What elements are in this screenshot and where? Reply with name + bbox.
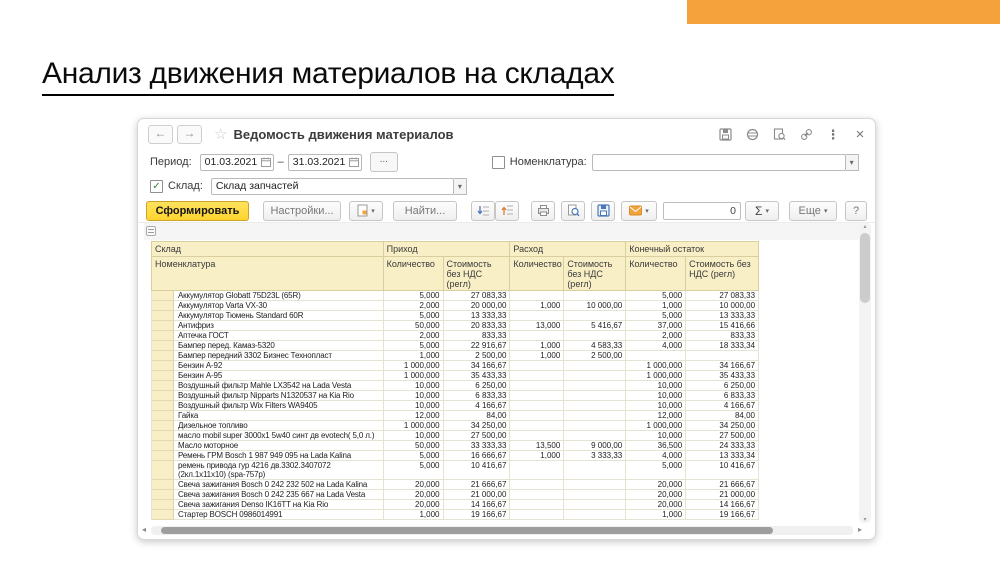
- value-cell: 34 166,67: [444, 361, 511, 371]
- nomenclature-cell: Бампер перед. Камаз-5320: [174, 341, 384, 351]
- send-button[interactable]: [621, 201, 657, 221]
- value-cell: 10,000: [384, 401, 444, 411]
- preview-icon[interactable]: [772, 127, 786, 141]
- nomenclature-cell: Свеча зажигания Bosch 0 242 235 667 на Lada Vesta: [174, 490, 384, 500]
- chevron-down-icon: ▾: [371, 207, 375, 215]
- value-cell: [564, 381, 626, 391]
- group-indent-cell: [152, 401, 174, 411]
- group-indent-cell: [152, 291, 174, 301]
- value-cell: [510, 490, 564, 500]
- value-cell: 833,33: [444, 331, 511, 341]
- value-cell: [564, 480, 626, 490]
- value-cell: [510, 291, 564, 301]
- period-filter-row: [138, 151, 875, 173]
- value-cell: 1,000: [510, 451, 564, 461]
- value-cell: 12,000: [626, 411, 686, 421]
- more-actions-label: Еще: [798, 204, 821, 217]
- nomenclature-cell: Аккумулятор Globatt 75D23L (65R): [174, 291, 384, 301]
- value-cell: 1 000,000: [626, 421, 686, 431]
- scroll-up-icon[interactable]: ▴: [863, 224, 867, 230]
- expand-groups-button[interactable]: [495, 201, 519, 221]
- value-cell: 6 833,33: [686, 391, 759, 401]
- scroll-down-icon[interactable]: ▾: [863, 517, 867, 523]
- table-row[interactable]: [152, 480, 759, 490]
- grid-header: [151, 241, 759, 291]
- nomenclature-cell: Гайка: [174, 411, 384, 421]
- nomenclature-cell: Антифриз: [174, 321, 384, 331]
- value-cell: 833,33: [686, 331, 759, 341]
- print-button[interactable]: [531, 201, 555, 221]
- value-cell: 2,000: [384, 331, 444, 341]
- favorite-star-icon[interactable]: ☆: [214, 126, 228, 143]
- value-cell: 4 166,67: [444, 401, 511, 411]
- table-row[interactable]: [152, 441, 759, 451]
- value-cell: [510, 331, 564, 341]
- group-indent-cell: [152, 311, 174, 321]
- value-cell: 14 166,67: [686, 500, 759, 510]
- value-cell: 10,000: [626, 431, 686, 441]
- group-indent-cell: [152, 421, 174, 431]
- table-row[interactable]: [152, 451, 759, 461]
- value-cell: [510, 411, 564, 421]
- value-cell: 10 000,00: [686, 301, 759, 311]
- value-cell: 6 833,33: [444, 391, 511, 401]
- nomenclature-checkbox[interactable]: [492, 156, 505, 169]
- value-cell: 21 000,00: [444, 490, 511, 500]
- value-cell: 84,00: [444, 411, 511, 421]
- settings-button[interactable]: Настройки...: [263, 201, 341, 221]
- header-warehouse: Склад: [152, 242, 384, 257]
- table-row[interactable]: [152, 421, 759, 431]
- nomenclature-cell: Воздушный фильтр Wix Filters WA9405: [174, 401, 384, 411]
- group-indent-cell: [152, 371, 174, 381]
- value-cell: [564, 401, 626, 411]
- value-cell: 5,000: [384, 311, 444, 321]
- value-cell: 5,000: [384, 451, 444, 461]
- value-cell: [564, 431, 626, 441]
- value-cell: 20,000: [384, 490, 444, 500]
- value-cell: [564, 411, 626, 421]
- value-cell: 13 333,33: [686, 311, 759, 321]
- table-row[interactable]: [152, 311, 759, 321]
- value-cell: 13,000: [510, 321, 564, 331]
- table-row[interactable]: [152, 391, 759, 401]
- value-cell: 13 333,34: [686, 451, 759, 461]
- warehouse-input[interactable]: [211, 178, 454, 195]
- table-row[interactable]: [152, 500, 759, 510]
- nomenclature-cell: Аптечка ГОСТ: [174, 331, 384, 341]
- value-cell: 10,000: [626, 391, 686, 401]
- save-result-button[interactable]: [591, 201, 615, 221]
- nomenclature-dropdown-button[interactable]: ▾: [846, 154, 859, 171]
- group-indent-cell: [152, 411, 174, 421]
- value-cell: [510, 421, 564, 431]
- period-from-value: 01.03.2021: [204, 156, 258, 168]
- group-indent-cell: [152, 391, 174, 401]
- value-cell: 4,000: [626, 341, 686, 351]
- value-cell: 5,000: [384, 341, 444, 351]
- expand-groups-icon: [501, 204, 514, 217]
- help-button[interactable]: ?: [845, 201, 867, 221]
- table-row[interactable]: [152, 291, 759, 301]
- value-cell: 27 500,00: [686, 431, 759, 441]
- table-body: [151, 291, 759, 520]
- floppy-icon: [597, 204, 610, 217]
- value-cell: 5,000: [626, 461, 686, 480]
- window-title: Ведомость движения материалов: [233, 126, 454, 142]
- group-indent-cell: [152, 321, 174, 331]
- group-indent-cell: [152, 480, 174, 490]
- link-icon[interactable]: [799, 127, 813, 141]
- value-cell: 1 000,000: [626, 361, 686, 371]
- value-cell: 1,000: [384, 510, 444, 520]
- table-row[interactable]: [152, 331, 759, 341]
- value-cell: 27 083,33: [444, 291, 511, 301]
- header-expense-cost: Стоимость без НДС (регл): [564, 257, 626, 291]
- value-cell: 10 416,67: [686, 461, 759, 480]
- value-cell: [564, 510, 626, 520]
- chevron-down-icon: ▾: [823, 207, 828, 215]
- value-cell: 4,000: [626, 451, 686, 461]
- period-to-field[interactable]: [288, 154, 362, 171]
- find-button[interactable]: Найти...: [393, 201, 457, 221]
- nomenclature-cell: Воздушный фильтр Nipparts N1320537 на Kia Rio: [174, 391, 384, 401]
- scroll-right-icon[interactable]: ▸: [857, 525, 862, 534]
- calendar-icon[interactable]: [349, 157, 359, 167]
- report-toolbar: [138, 199, 875, 223]
- value-cell: 20 000,00: [444, 301, 511, 311]
- close-icon[interactable]: ×: [855, 125, 865, 143]
- printer-icon: [537, 204, 550, 217]
- value-cell: 5,000: [626, 311, 686, 321]
- value-cell: 1 000,000: [626, 371, 686, 381]
- header-income-cost: Стоимость без НДС (регл): [444, 257, 511, 291]
- value-cell: 34 250,00: [444, 421, 511, 431]
- value-cell: 20,000: [384, 500, 444, 510]
- nomenclature-cell: Бампер передний 3302 Бизнес Технопласт: [174, 351, 384, 361]
- report-grid: [151, 241, 759, 520]
- header-end-cost: Стоимость без НДС (регл): [686, 257, 759, 291]
- group-indent-cell: [152, 490, 174, 500]
- value-cell: 1,000: [510, 341, 564, 351]
- grid-top-strip: [144, 223, 869, 240]
- nomenclature-cell: Стартер BOSCH 0986014991: [174, 510, 384, 520]
- period-label: Период:: [150, 156, 192, 168]
- value-cell: 10 416,67: [444, 461, 511, 480]
- value-cell: [564, 371, 626, 381]
- value-cell: 20,000: [384, 480, 444, 490]
- value-cell: 35 433,33: [444, 371, 511, 381]
- value-cell: [564, 461, 626, 480]
- warehouse-label: Склад:: [168, 180, 203, 192]
- value-cell: [564, 500, 626, 510]
- counter-field[interactable]: 0: [663, 202, 741, 220]
- table-row[interactable]: [152, 371, 759, 381]
- value-cell: 1,000: [510, 301, 564, 311]
- value-cell: 27 083,33: [686, 291, 759, 301]
- scroll-left-icon[interactable]: ◂: [142, 525, 147, 534]
- send-icon: [629, 205, 642, 216]
- period-from-field[interactable]: [200, 154, 274, 171]
- group-indent-cell: [152, 331, 174, 341]
- value-cell: 13,500: [510, 441, 564, 451]
- value-cell: 2,000: [384, 301, 444, 311]
- value-cell: 34 166,67: [686, 361, 759, 371]
- value-cell: 10,000: [384, 381, 444, 391]
- value-cell: 2 500,00: [444, 351, 511, 361]
- nomenclature-cell: Дизельное топливо: [174, 421, 384, 431]
- nomenclature-cell: Аккумулятор Тюмень Standard 60R: [174, 311, 384, 321]
- value-cell: 1,000: [626, 510, 686, 520]
- nomenclature-cell: Свеча зажигания Bosch 0 242 232 502 на Lada Kalina: [174, 480, 384, 490]
- value-cell: 5,000: [384, 291, 444, 301]
- value-cell: 15 416,66: [686, 321, 759, 331]
- period-to-value: 31.03.2021: [292, 156, 346, 168]
- value-cell: 1,000: [510, 351, 564, 361]
- group-indent-cell: [152, 451, 174, 461]
- table-row[interactable]: [152, 341, 759, 351]
- header-expense-group: Расход: [510, 242, 626, 257]
- slide-title: Анализ движения материалов на складах: [42, 57, 614, 96]
- nomenclature-cell: Масло моторное: [174, 441, 384, 451]
- nomenclature-cell: Свеча зажигания Denso IK16TT на Kia Rio: [174, 500, 384, 510]
- sum-button[interactable]: [745, 201, 779, 221]
- header-nomenclature: Номенклатура: [152, 257, 384, 291]
- value-cell: [510, 510, 564, 520]
- value-cell: 34 250,00: [686, 421, 759, 431]
- print-icon[interactable]: [745, 127, 759, 141]
- group-indent-cell: [152, 351, 174, 361]
- header-income-qty: Количество: [384, 257, 444, 291]
- nomenclature-cell: масло mobil super 3000x1 5w40 синт дв evotech( 5,0 л.): [174, 431, 384, 441]
- value-cell: 1,000: [626, 301, 686, 311]
- value-cell: [510, 431, 564, 441]
- value-cell: 21 000,00: [686, 490, 759, 500]
- period-dash: –: [277, 156, 284, 168]
- value-cell: 20,000: [626, 480, 686, 490]
- value-cell: [564, 311, 626, 321]
- value-cell: 27 500,00: [444, 431, 511, 441]
- back-button[interactable]: ←: [148, 125, 173, 144]
- value-cell: 5,000: [626, 291, 686, 301]
- value-cell: 6 250,00: [686, 381, 759, 391]
- value-cell: [564, 391, 626, 401]
- vertical-scrollbar[interactable]: [859, 223, 871, 523]
- report-variants-button[interactable]: [349, 201, 383, 221]
- report-window: [137, 118, 876, 540]
- table-row[interactable]: [152, 351, 759, 361]
- value-cell: [510, 480, 564, 490]
- value-cell: 5,000: [384, 461, 444, 480]
- collapse-rows-button[interactable]: [146, 226, 156, 236]
- header-income-group: Приход: [384, 242, 511, 257]
- value-cell: [510, 381, 564, 391]
- value-cell: 50,000: [384, 321, 444, 331]
- value-cell: 21 666,67: [686, 480, 759, 490]
- value-cell: 14 166,67: [444, 500, 511, 510]
- value-cell: [510, 311, 564, 321]
- value-cell: [686, 351, 759, 361]
- generate-button[interactable]: Сформировать: [146, 201, 249, 221]
- value-cell: [510, 391, 564, 401]
- nomenclature-cell: Бензин А-92: [174, 361, 384, 371]
- value-cell: 1 000,000: [384, 371, 444, 381]
- value-cell: 3 333,33: [564, 451, 626, 461]
- table-row[interactable]: [152, 411, 759, 421]
- value-cell: 18 333,34: [686, 341, 759, 351]
- value-cell: 84,00: [686, 411, 759, 421]
- value-cell: 21 666,67: [444, 480, 511, 490]
- value-cell: 37,000: [626, 321, 686, 331]
- header-end-qty: Количество: [626, 257, 686, 291]
- value-cell: 16 666,67: [444, 451, 511, 461]
- calendar-icon[interactable]: [261, 157, 271, 167]
- value-cell: 10,000: [626, 401, 686, 411]
- more-icon[interactable]: ⋮: [826, 126, 840, 142]
- value-cell: [564, 361, 626, 371]
- value-cell: 20 833,33: [444, 321, 511, 331]
- header-ending-balance-group: Конечный остаток: [626, 242, 759, 257]
- chevron-down-icon: ▾: [645, 207, 649, 215]
- group-indent-cell: [152, 441, 174, 451]
- window-titlebar: [138, 119, 875, 149]
- nomenclature-cell: Аккумулятор Varta VX-30: [174, 301, 384, 311]
- group-indent-cell: [152, 461, 174, 480]
- value-cell: 10,000: [384, 391, 444, 401]
- report-variant-icon: [357, 204, 368, 217]
- table-row[interactable]: [152, 401, 759, 411]
- value-cell: 12,000: [384, 411, 444, 421]
- group-indent-cell: [152, 361, 174, 371]
- group-indent-cell: [152, 381, 174, 391]
- nomenclature-cell: Бензин А-95: [174, 371, 384, 381]
- forward-button[interactable]: →: [177, 125, 202, 144]
- value-cell: [510, 361, 564, 371]
- value-cell: 24 333,33: [686, 441, 759, 451]
- table-row[interactable]: [152, 431, 759, 441]
- collapse-groups-button[interactable]: [471, 201, 495, 221]
- value-cell: [510, 371, 564, 381]
- horizontal-scrollbar-thumb[interactable]: [161, 527, 773, 534]
- table-row[interactable]: [152, 490, 759, 500]
- sigma-icon: Σ: [755, 203, 763, 218]
- table-row[interactable]: [152, 510, 759, 520]
- preview-button[interactable]: [561, 201, 585, 221]
- chevron-down-icon: ▾: [765, 207, 769, 215]
- collapse-groups-icon: [477, 204, 490, 217]
- magnifier-icon: [567, 204, 580, 217]
- group-indent-cell: [152, 341, 174, 351]
- value-cell: 10,000: [626, 381, 686, 391]
- accent-bar: [687, 0, 1000, 24]
- value-cell: 35 433,33: [686, 371, 759, 381]
- save-icon[interactable]: [718, 127, 732, 141]
- value-cell: [510, 461, 564, 480]
- table-row[interactable]: [152, 321, 759, 331]
- warehouse-value: Склад запчастей: [215, 180, 299, 192]
- value-cell: [510, 500, 564, 510]
- group-indent-cell: [152, 510, 174, 520]
- value-cell: 10 000,00: [564, 301, 626, 311]
- value-cell: 19 166,67: [686, 510, 759, 520]
- value-cell: 22 916,67: [444, 341, 511, 351]
- group-indent-cell: [152, 301, 174, 311]
- group-indent-cell: [152, 431, 174, 441]
- value-cell: 1 000,000: [384, 421, 444, 431]
- value-cell: 33 333,33: [444, 441, 511, 451]
- horizontal-scrollbar[interactable]: [142, 525, 862, 535]
- value-cell: 2,000: [626, 331, 686, 341]
- value-cell: 20,000: [626, 500, 686, 510]
- nomenclature-label: Номенклатура:: [509, 156, 587, 168]
- warehouse-filter-row: [138, 175, 875, 197]
- value-cell: 4 166,67: [686, 401, 759, 411]
- more-actions-button[interactable]: [789, 201, 837, 221]
- value-cell: [626, 351, 686, 361]
- value-cell: 1,000: [384, 351, 444, 361]
- value-cell: 6 250,00: [444, 381, 511, 391]
- value-cell: [564, 490, 626, 500]
- warehouse-checkbox[interactable]: ✓: [150, 180, 163, 193]
- value-cell: 1 000,000: [384, 361, 444, 371]
- value-cell: 20,000: [626, 490, 686, 500]
- nomenclature-input[interactable]: [592, 154, 846, 171]
- table-row[interactable]: [152, 301, 759, 311]
- value-cell: [564, 421, 626, 431]
- value-cell: 10,000: [384, 431, 444, 441]
- table-row[interactable]: [152, 361, 759, 371]
- value-cell: [564, 331, 626, 341]
- value-cell: [510, 401, 564, 411]
- warehouse-dropdown-button[interactable]: ▾: [454, 178, 467, 195]
- value-cell: 2 500,00: [564, 351, 626, 361]
- value-cell: 4 583,33: [564, 341, 626, 351]
- header-expense-qty: Количество: [510, 257, 564, 291]
- value-cell: 19 166,67: [444, 510, 511, 520]
- value-cell: 50,000: [384, 441, 444, 451]
- nomenclature-cell: Ремень ГРМ Bosch 1 987 949 095 на Lada Kalina: [174, 451, 384, 461]
- value-cell: 9 000,00: [564, 441, 626, 451]
- table-row[interactable]: [152, 381, 759, 391]
- value-cell: 5 416,67: [564, 321, 626, 331]
- nomenclature-cell: ремень привода гур 4216 дв.3302.3407072 (2кл.1x11x10) (spa-757p): [174, 461, 384, 480]
- value-cell: [564, 291, 626, 301]
- group-indent-cell: [152, 500, 174, 510]
- value-cell: 13 333,33: [444, 311, 511, 321]
- table-row[interactable]: [152, 461, 759, 480]
- period-options-button[interactable]: ...: [370, 152, 398, 172]
- vertical-scrollbar-thumb[interactable]: [860, 233, 870, 303]
- value-cell: 36,500: [626, 441, 686, 451]
- nomenclature-cell: Воздушный фильтр Mahle LX3542 на Lada Vesta: [174, 381, 384, 391]
